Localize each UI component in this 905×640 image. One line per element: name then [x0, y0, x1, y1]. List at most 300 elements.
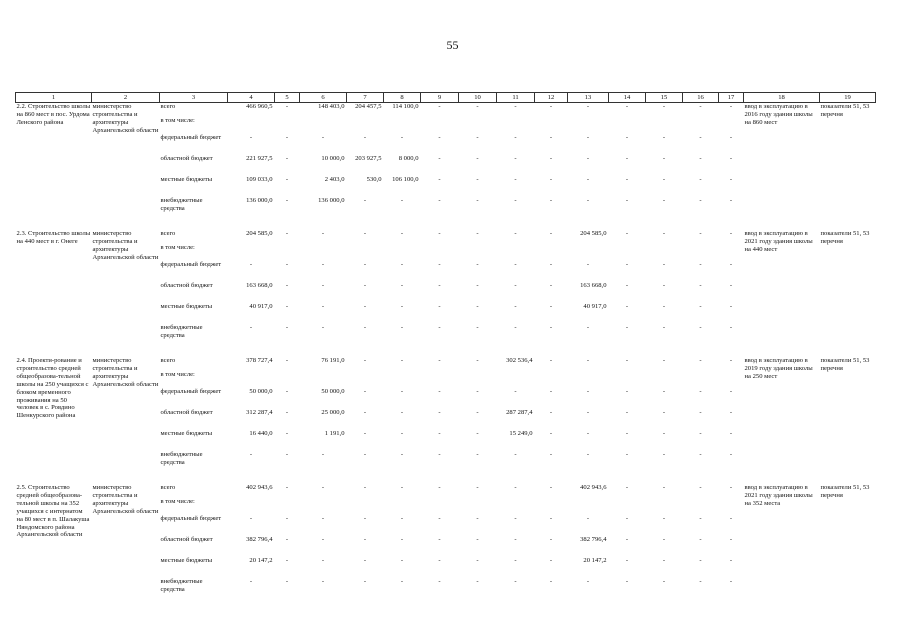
value-cell: - — [699, 409, 702, 416]
value-cell: - — [586, 197, 590, 204]
value-cell — [609, 498, 646, 515]
value-cell: - — [476, 176, 479, 183]
value-cell: - — [400, 409, 404, 416]
value-cell: - — [400, 261, 404, 268]
value-cell: - — [285, 515, 289, 522]
value-cell: - — [586, 324, 590, 331]
value-cell: - — [662, 134, 666, 141]
value-cell — [683, 244, 719, 261]
column-number-3: 3 — [160, 93, 228, 103]
value-cell: - — [400, 430, 404, 437]
value-cell — [347, 371, 384, 388]
value-cell: 40 917,0 — [249, 303, 273, 310]
value-cell: - — [363, 536, 367, 543]
value-cell: - — [476, 536, 479, 543]
value-cell — [719, 498, 744, 515]
value-cell: - — [625, 451, 629, 458]
value-cell: - — [514, 578, 517, 585]
column-number-14: 14 — [609, 93, 646, 103]
value-cell: - — [514, 536, 517, 543]
value-cell: - — [438, 515, 441, 522]
value-cell: - — [535, 103, 568, 118]
value-cell: 148 403,0 — [300, 103, 347, 118]
value-cell: - — [400, 357, 404, 364]
value-cell: - — [438, 578, 441, 585]
value-cell: - — [514, 557, 517, 564]
value-cell: - — [285, 282, 289, 289]
value-cell: - — [400, 197, 404, 204]
value-cell — [384, 244, 421, 261]
value-cell: 221 927,5 — [246, 155, 273, 162]
value-cell: - — [321, 484, 325, 491]
funding-source: областной бюджет — [160, 155, 213, 162]
value-cell: - — [249, 134, 253, 141]
value-cell: - — [321, 324, 325, 331]
value-cell: - — [321, 134, 325, 141]
value-cell: - — [285, 197, 289, 204]
value-cell: - — [662, 324, 666, 331]
responsible-executor: министерство строительства и архитектуры Архангельской области — [92, 357, 159, 388]
value-cell: - — [729, 430, 733, 437]
column-number-19: 19 — [820, 93, 876, 103]
value-cell: - — [662, 515, 666, 522]
column-number-17: 17 — [719, 93, 744, 103]
value-cell: - — [476, 155, 479, 162]
value-cell: - — [699, 484, 702, 491]
value-cell: - — [729, 197, 733, 204]
value-cell — [683, 498, 719, 515]
program-table — [15, 92, 876, 611]
value-cell: - — [662, 388, 666, 395]
value-cell: - — [476, 197, 479, 204]
column-number-15: 15 — [646, 93, 683, 103]
value-cell — [568, 244, 609, 261]
value-cell: 204 457,5 — [347, 103, 384, 118]
value-cell: 163 668,0 — [580, 282, 607, 289]
value-cell: - — [363, 409, 367, 416]
value-cell: - — [400, 557, 404, 564]
value-cell: - — [609, 103, 646, 118]
value-cell: - — [729, 324, 733, 331]
value-cell: - — [249, 261, 253, 268]
value-cell: - — [625, 230, 629, 237]
value-cell — [421, 371, 459, 388]
value-cell: - — [321, 282, 325, 289]
value-cell: - — [549, 536, 553, 543]
value-cell — [459, 117, 497, 134]
value-cell — [228, 371, 275, 388]
funding-source: местные бюджеты — [160, 557, 213, 564]
value-cell: - — [285, 536, 289, 543]
value-cell: - — [729, 515, 733, 522]
value-cell: - — [683, 103, 719, 118]
value-cell: - — [549, 578, 553, 585]
value-cell: 203 927,5 — [355, 155, 382, 162]
value-cell: - — [549, 430, 553, 437]
value-cell: 382 796,4 — [246, 536, 273, 543]
value-cell — [568, 371, 609, 388]
value-cell: - — [321, 536, 325, 543]
value-cell — [347, 117, 384, 134]
table-row — [16, 484, 876, 498]
measure-name: 2.2. Строительство школы на 860 мест в пос. Урдома Ленского района — [16, 103, 92, 231]
value-cell: - — [699, 515, 702, 522]
value-cell: - — [438, 282, 441, 289]
funding-source: внебюджетные средства — [160, 324, 203, 339]
value-cell: - — [699, 230, 702, 237]
value-cell: - — [625, 557, 629, 564]
value-cell: - — [549, 515, 553, 522]
value-cell: - — [438, 430, 441, 437]
value-cell: - — [729, 536, 733, 543]
value-cell: - — [285, 176, 289, 183]
value-cell: - — [438, 176, 441, 183]
value-cell: - — [363, 578, 367, 585]
value-cell: - — [549, 557, 553, 564]
value-cell: - — [699, 197, 702, 204]
value-cell — [719, 117, 744, 134]
value-cell: - — [662, 578, 666, 585]
value-cell: - — [514, 261, 517, 268]
value-cell: - — [363, 484, 367, 491]
value-cell: - — [662, 282, 666, 289]
value-cell — [421, 498, 459, 515]
value-cell: - — [549, 357, 553, 364]
value-cell: - — [699, 451, 702, 458]
column-number-10: 10 — [459, 93, 497, 103]
value-cell: - — [400, 484, 404, 491]
value-cell: 378 727,4 — [246, 357, 273, 364]
value-cell: - — [662, 176, 666, 183]
value-cell — [228, 498, 275, 515]
value-cell: 136 000,0 — [318, 197, 345, 204]
spacer-cell — [160, 218, 744, 230]
value-cell — [300, 244, 347, 261]
value-cell: - — [514, 176, 517, 183]
value-cell — [300, 498, 347, 515]
column-number-18: 18 — [744, 93, 820, 103]
value-cell: 302 536,4 — [506, 357, 533, 364]
value-cell — [568, 117, 609, 134]
value-cell: - — [549, 303, 553, 310]
value-cell: - — [646, 103, 683, 118]
value-cell: - — [438, 324, 441, 331]
value-cell: - — [400, 388, 404, 395]
value-cell: - — [438, 230, 441, 237]
value-cell: - — [249, 578, 253, 585]
value-cell: 76 191,0 — [321, 357, 345, 364]
value-cell: - — [438, 155, 441, 162]
value-cell: - — [285, 388, 289, 395]
value-cell: - — [476, 430, 479, 437]
value-cell: - — [476, 484, 479, 491]
value-cell: - — [514, 451, 517, 458]
value-cell: - — [363, 324, 367, 331]
funding-source: местные бюджеты — [160, 303, 213, 310]
target-indicators: показатели 51, 53 перечня — [820, 103, 876, 231]
value-cell: 2 403,0 — [324, 176, 345, 183]
value-cell — [275, 244, 300, 261]
value-cell: - — [729, 357, 733, 364]
value-cell: - — [400, 230, 404, 237]
value-cell: - — [285, 134, 289, 141]
value-cell: 466 960,5 — [228, 103, 275, 118]
spacer-cell — [160, 472, 744, 484]
value-cell: - — [729, 176, 733, 183]
value-cell: - — [285, 357, 289, 364]
value-cell: - — [662, 557, 666, 564]
funding-source: всего — [160, 357, 176, 364]
value-cell: - — [549, 409, 553, 416]
value-cell — [609, 371, 646, 388]
value-cell: 10 000,0 — [321, 155, 345, 162]
measure-name: 2.3. Строительство школы на 440 мест в г. Онеге — [16, 230, 91, 245]
value-cell: - — [363, 261, 367, 268]
value-cell: - — [625, 357, 629, 364]
value-cell: - — [699, 388, 702, 395]
value-cell: - — [321, 557, 325, 564]
value-cell: - — [586, 515, 590, 522]
value-cell — [384, 117, 421, 134]
value-cell: - — [699, 324, 702, 331]
value-cell: - — [549, 324, 553, 331]
value-cell: - — [625, 536, 629, 543]
value-cell: - — [729, 134, 733, 141]
value-cell — [535, 117, 568, 134]
value-cell: - — [321, 515, 325, 522]
value-cell: - — [514, 484, 517, 491]
value-cell: - — [699, 557, 702, 564]
value-cell: - — [699, 155, 702, 162]
value-cell: - — [662, 451, 666, 458]
responsible-executor: министерство строительства и архитектуры Архангельской области — [92, 103, 160, 231]
value-cell: - — [586, 451, 590, 458]
column-number-6: 6 — [300, 93, 347, 103]
value-cell: 402 943,6 — [580, 484, 607, 491]
column-number-5: 5 — [275, 93, 300, 103]
value-cell: - — [729, 230, 733, 237]
value-cell: - — [321, 303, 325, 310]
value-cell: - — [400, 282, 404, 289]
table-row — [16, 230, 876, 244]
value-cell — [384, 371, 421, 388]
value-cell: - — [363, 282, 367, 289]
value-cell: - — [662, 484, 666, 491]
value-cell: - — [699, 134, 702, 141]
value-cell: - — [421, 103, 459, 118]
value-cell: - — [625, 176, 629, 183]
funding-source: внебюджетные средства — [160, 451, 203, 466]
table-row — [16, 103, 876, 118]
value-cell: - — [586, 261, 590, 268]
value-cell: 163 668,0 — [246, 282, 273, 289]
table-row — [16, 357, 876, 371]
value-cell: - — [729, 155, 733, 162]
value-cell: - — [476, 388, 479, 395]
value-cell: - — [699, 430, 702, 437]
value-cell — [646, 244, 683, 261]
value-cell: - — [699, 578, 702, 585]
funding-source: областной бюджет — [160, 282, 213, 289]
value-cell: - — [249, 451, 253, 458]
value-cell: - — [438, 134, 441, 141]
responsible-executor: министерство строительства и архитектуры Архангельской области — [92, 230, 159, 261]
funding-source: всего — [160, 230, 176, 237]
value-cell: - — [586, 578, 590, 585]
value-cell — [535, 498, 568, 515]
value-cell: - — [514, 197, 517, 204]
value-cell: - — [514, 324, 517, 331]
value-cell — [228, 244, 275, 261]
value-cell: - — [285, 451, 289, 458]
value-cell — [459, 498, 497, 515]
value-cell — [275, 117, 300, 134]
responsible-executor: министерство строительства и архитектуры Архангельской области — [92, 484, 159, 515]
value-cell: - — [400, 134, 404, 141]
value-cell: - — [476, 134, 479, 141]
value-cell: - — [438, 388, 441, 395]
value-cell: - — [662, 536, 666, 543]
column-number-9: 9 — [421, 93, 459, 103]
value-cell: - — [729, 578, 733, 585]
program-table-container — [15, 92, 875, 611]
value-cell: - — [285, 557, 289, 564]
value-cell: - — [476, 261, 479, 268]
value-cell: - — [400, 303, 404, 310]
value-cell: - — [549, 451, 553, 458]
value-cell: - — [476, 515, 479, 522]
value-cell — [459, 244, 497, 261]
value-cell: - — [549, 282, 553, 289]
value-cell: 40 917,0 — [583, 303, 607, 310]
value-cell — [497, 244, 535, 261]
value-cell: 530,0 — [366, 176, 382, 183]
column-number-12: 12 — [535, 93, 568, 103]
column-number-8: 8 — [384, 93, 421, 103]
value-cell: - — [586, 430, 590, 437]
value-cell: - — [400, 515, 404, 522]
value-cell — [719, 371, 744, 388]
funding-source: местные бюджеты — [160, 176, 213, 183]
value-cell: - — [285, 409, 289, 416]
value-cell: - — [625, 197, 629, 204]
column-number-row — [16, 93, 876, 103]
value-cell: - — [699, 357, 702, 364]
value-cell: - — [699, 536, 702, 543]
value-cell: 204 585,0 — [580, 230, 607, 237]
value-cell: 109 033,0 — [246, 176, 273, 183]
value-cell: 50 000,0 — [321, 388, 345, 395]
value-cell: - — [625, 388, 629, 395]
value-cell: 106 100,0 — [392, 176, 419, 183]
value-cell: - — [625, 303, 629, 310]
value-cell — [497, 498, 535, 515]
value-cell: - — [363, 430, 367, 437]
value-cell — [347, 244, 384, 261]
value-cell: - — [400, 536, 404, 543]
value-cell: - — [549, 484, 553, 491]
value-cell: - — [476, 324, 479, 331]
value-cell: - — [514, 303, 517, 310]
value-cell: - — [438, 357, 441, 364]
measure-name: 2.4. Проекти-рование и строительство средней общеобразова-тельной школы на 250 учащихся с блоком временного проживания на 50 человек в с. Ровдино Шенкурского района — [16, 357, 89, 420]
column-number-13: 13 — [568, 93, 609, 103]
column-number-7: 7 — [347, 93, 384, 103]
value-cell: - — [662, 155, 666, 162]
value-cell: - — [363, 515, 367, 522]
value-cell — [497, 371, 535, 388]
funding-source: местные бюджеты — [160, 430, 213, 437]
value-cell: - — [285, 578, 289, 585]
value-cell: - — [625, 409, 629, 416]
value-cell: - — [729, 261, 733, 268]
value-cell: - — [514, 282, 517, 289]
value-cell: - — [476, 578, 479, 585]
value-cell: - — [662, 230, 666, 237]
value-cell: - — [549, 155, 553, 162]
value-cell: - — [459, 103, 497, 118]
value-cell: 402 943,6 — [246, 484, 273, 491]
value-cell: 20 147,2 — [583, 557, 607, 564]
value-cell: - — [438, 303, 441, 310]
value-cell — [300, 117, 347, 134]
value-cell: 20 147,2 — [249, 557, 273, 564]
funding-source: внебюджетные средства — [160, 197, 203, 212]
value-cell: - — [285, 155, 289, 162]
spacer-cell — [160, 599, 744, 611]
value-cell: 25 000,0 — [321, 409, 345, 416]
value-cell — [459, 371, 497, 388]
target-indicators: показатели 51, 53 перечня — [820, 357, 870, 372]
value-cell: - — [363, 451, 367, 458]
value-cell: - — [321, 261, 325, 268]
value-cell: - — [514, 515, 517, 522]
value-cell: - — [321, 578, 325, 585]
value-cell: 114 100,0 — [384, 103, 421, 118]
expected-result: ввод в эксплуатацию в 2019 году здания школы на 250 мест — [744, 357, 813, 380]
value-cell: - — [285, 484, 289, 491]
value-cell: - — [438, 409, 441, 416]
measure-name: 2.5. Строительство средней общеобразова-тельной школы на 352 учащихся с интернатом на 80 мест в п. Шалакуша Няндомского района Архангельской области — [16, 484, 90, 539]
value-cell — [568, 498, 609, 515]
funding-source: федеральный бюджет — [160, 134, 222, 141]
value-cell: - — [699, 303, 702, 310]
funding-source: всего — [160, 103, 228, 118]
value-cell: - — [549, 230, 553, 237]
value-cell: - — [729, 451, 733, 458]
funding-source: в том числе: — [160, 244, 195, 251]
value-cell: - — [586, 134, 590, 141]
funding-source: федеральный бюджет — [160, 388, 222, 395]
value-cell: - — [549, 176, 553, 183]
value-cell: - — [549, 134, 553, 141]
spacer-cell — [160, 345, 744, 357]
value-cell: 8 000,0 — [398, 155, 419, 162]
value-cell — [646, 371, 683, 388]
target-indicators: показатели 51, 53 перечня — [820, 230, 870, 245]
value-cell: - — [285, 430, 289, 437]
value-cell: - — [699, 261, 702, 268]
column-number-4: 4 — [228, 93, 275, 103]
value-cell: - — [625, 578, 629, 585]
funding-source: внебюджетные средства — [160, 578, 203, 593]
value-cell: 15 249,0 — [509, 430, 533, 437]
value-cell — [275, 498, 300, 515]
value-cell: - — [568, 103, 609, 118]
value-cell: - — [438, 197, 441, 204]
value-cell: - — [363, 230, 367, 237]
value-cell — [347, 498, 384, 515]
